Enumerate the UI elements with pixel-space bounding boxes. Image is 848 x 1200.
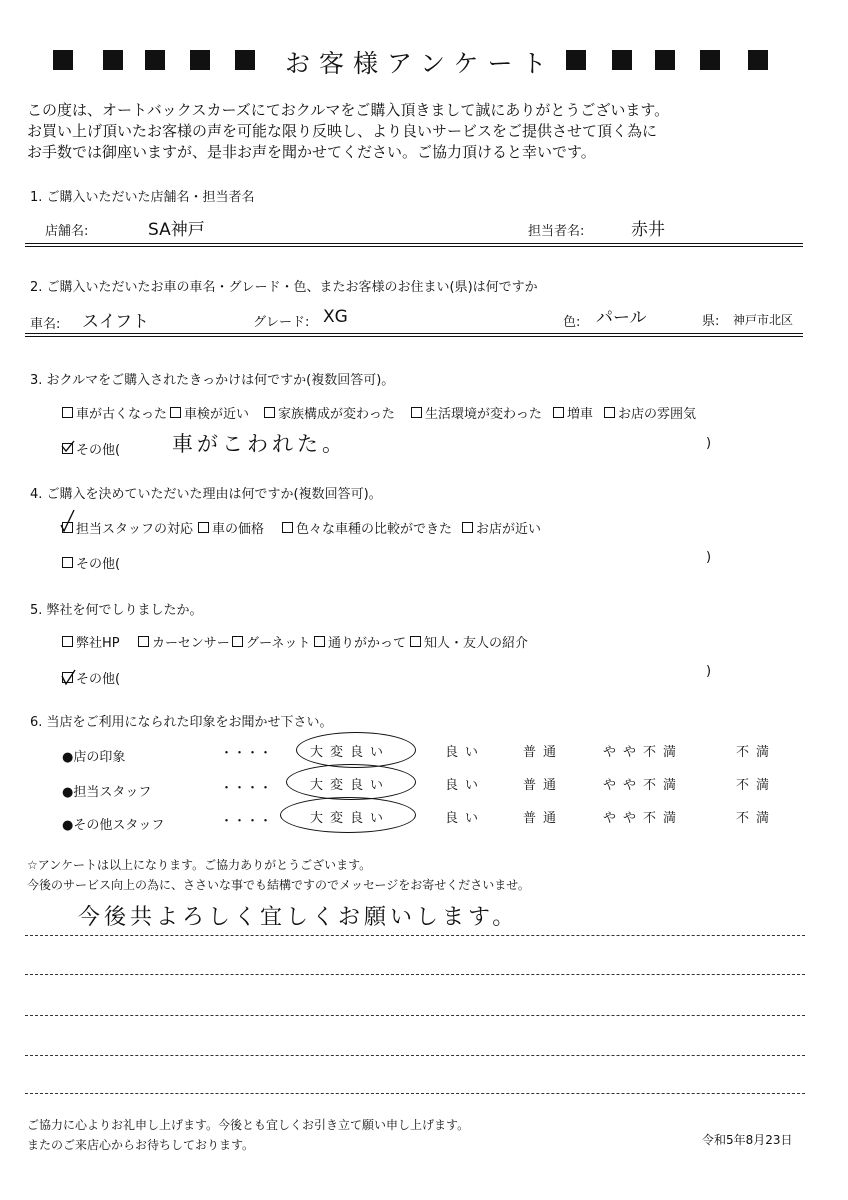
- checkbox-option[interactable]: [410, 632, 528, 651]
- question-1: 1. ご購入いただいた店舗名・担当者名: [30, 190, 255, 205]
- checkbox-option-other[interactable]: [62, 668, 120, 687]
- divider: [25, 333, 803, 334]
- square-mark: [103, 50, 123, 70]
- divider: [25, 243, 803, 244]
- selection-circle: [296, 732, 416, 768]
- checkbox[interactable]: [411, 407, 422, 418]
- pref-value: 神戸市北区: [733, 313, 794, 327]
- rating-very-good[interactable]: 大変良い: [310, 811, 391, 826]
- checkbox-option[interactable]: [264, 403, 395, 422]
- checkbox[interactable]: [170, 407, 181, 418]
- option-label: 車が古くなった: [76, 407, 168, 422]
- checkbox[interactable]: [410, 636, 421, 647]
- option-label: グーネット: [246, 636, 311, 651]
- option-label: その他(: [76, 443, 121, 458]
- impression-row-label: ●担当スタッフ: [62, 785, 152, 800]
- store-value: SA神戸: [148, 220, 205, 240]
- checkbox-option[interactable]: [62, 632, 120, 651]
- rating-very-good[interactable]: 大変良い: [310, 778, 391, 793]
- selection-circle: [280, 797, 416, 833]
- store-label: 店舗名:: [45, 224, 89, 239]
- question-6: 6. 当店をご利用になられた印象をお聞かせ下さい。: [30, 715, 333, 730]
- rating-somewhat-dissatisfied[interactable]: やや不満: [603, 745, 684, 760]
- checkbox-option[interactable]: [314, 632, 406, 651]
- message-line: [25, 1015, 805, 1016]
- rating-dissatisfied[interactable]: 不満: [736, 778, 777, 793]
- survey-date: 令和5年8月23日: [702, 1133, 793, 1147]
- checkbox-option[interactable]: [198, 518, 264, 537]
- checkbox[interactable]: [62, 557, 73, 568]
- option-label: その他(: [76, 557, 121, 572]
- option-label: 担当スタッフの対応: [76, 522, 194, 537]
- checkbox[interactable]: [314, 636, 325, 647]
- checkbox[interactable]: [462, 522, 473, 533]
- checkbox-checked[interactable]: [62, 522, 73, 533]
- rating-average[interactable]: 普通: [523, 778, 564, 793]
- rating-somewhat-dissatisfied[interactable]: やや不満: [603, 811, 684, 826]
- checkbox[interactable]: [138, 636, 149, 647]
- option-label: 生活環境が変わった: [425, 407, 542, 422]
- closing-line: 今後のサービス向上の為に、ささいな事でも結構ですのでメッセージをお寄せくださいませ。: [27, 878, 530, 892]
- color-label: 色:: [563, 315, 581, 330]
- closing-line: ☆アンケートは以上になります。ご協力ありがとうございます。: [27, 858, 372, 872]
- square-mark: [145, 50, 165, 70]
- option-label: 家族構成が変わった: [278, 407, 395, 422]
- intro-line: お買い上げ頂いたお客様の声を可能な限り反映し、より良いサービスをご提供させて頂く為に: [27, 122, 658, 140]
- checkbox[interactable]: [282, 522, 293, 533]
- rating-dissatisfied[interactable]: 不満: [736, 811, 777, 826]
- intro-line: お手数では御座いますが、是非お声を聞かせてください。ご協力頂けると幸いです。: [27, 143, 596, 161]
- square-mark: [53, 50, 73, 70]
- square-mark: [655, 50, 675, 70]
- selection-circle: [286, 764, 416, 800]
- checkbox-option[interactable]: [170, 403, 249, 422]
- checkbox[interactable]: [232, 636, 243, 647]
- grade-label: グレード:: [253, 315, 310, 330]
- option-label: 色々な車種の比較ができた: [296, 522, 453, 537]
- color-value: パール: [596, 308, 647, 328]
- message-line: [25, 1093, 805, 1094]
- checkbox-option[interactable]: [62, 518, 193, 537]
- footer-line: またのご来店心からお待ちしております。: [27, 1138, 255, 1152]
- car-label: 車名:: [30, 317, 61, 332]
- question-3: 3. おクルマをご購入されたきっかけは何ですか(複数回答可)。: [30, 373, 395, 388]
- impression-row-label: ●店の印象: [62, 750, 126, 765]
- square-mark: [190, 50, 210, 70]
- square-mark: [612, 50, 632, 70]
- intro-line: この度は、オートバックスカーズにておクルマをご購入頂きまして誠にありがとうございます。: [27, 101, 670, 119]
- dot-leader: ・・・・: [220, 814, 273, 829]
- close-paren: ): [706, 436, 712, 451]
- rating-dissatisfied[interactable]: 不満: [736, 745, 777, 760]
- staff-label: 担当者名:: [528, 224, 585, 239]
- checkbox[interactable]: [62, 636, 73, 647]
- checkbox-option[interactable]: [138, 632, 230, 651]
- message-line: [25, 974, 805, 975]
- option-label: カーセンサー: [152, 636, 230, 651]
- checkbox[interactable]: [198, 522, 209, 533]
- checkmark-icon: [60, 509, 76, 533]
- option-label: 知人・友人の紹介: [424, 636, 529, 651]
- other-handwritten-answer: 車がこわれた。: [172, 432, 347, 456]
- divider: [25, 246, 803, 247]
- message-line: [25, 1055, 805, 1056]
- checkbox-option[interactable]: [282, 518, 452, 537]
- impression-row-label: ●その他スタッフ: [62, 818, 165, 833]
- option-label: 弊社HP: [76, 636, 120, 651]
- checkbox-option[interactable]: [604, 403, 696, 422]
- checkmark-icon: [61, 669, 77, 687]
- checkbox[interactable]: [62, 407, 73, 418]
- checkbox-checked[interactable]: [62, 672, 73, 683]
- message-line: [25, 935, 805, 936]
- square-mark: [235, 50, 255, 70]
- rating-good[interactable]: 良い: [445, 778, 486, 793]
- rating-average[interactable]: 普通: [523, 745, 564, 760]
- close-paren: ): [706, 550, 712, 565]
- option-label: その他(: [76, 672, 121, 687]
- dot-leader: ・・・・: [220, 781, 273, 796]
- option-label: 通りがかって: [328, 636, 407, 651]
- rating-average[interactable]: 普通: [523, 811, 564, 826]
- staff-value: 赤井: [631, 220, 665, 240]
- rating-good[interactable]: 良い: [445, 745, 486, 760]
- rating-good[interactable]: 良い: [445, 811, 486, 826]
- checkbox-option[interactable]: [411, 403, 542, 422]
- checkbox-option-other[interactable]: [62, 553, 120, 572]
- option-label: お店が近い: [476, 522, 542, 537]
- question-2: 2. ご購入いただいたお車の車名・グレード・色、またお客様のお住まい(県)は何ですか: [30, 280, 538, 295]
- square-mark: [748, 50, 768, 70]
- question-4: 4. ご購入を決めていただいた理由は何ですか(複数回答可)。: [30, 487, 382, 502]
- square-mark: [700, 50, 720, 70]
- checkbox-checked[interactable]: [62, 443, 73, 454]
- checkbox-option[interactable]: [462, 518, 541, 537]
- divider: [25, 336, 803, 337]
- car-value: スイフト: [82, 312, 150, 332]
- option-label: 車検が近い: [184, 407, 250, 422]
- title-row: [0, 40, 848, 80]
- pref-label: 県:: [702, 314, 720, 329]
- rating-somewhat-dissatisfied[interactable]: やや不満: [603, 778, 684, 793]
- option-label: 増車: [567, 407, 594, 422]
- handwritten-message: 今後共よろしく宜しくお願いします。: [78, 905, 519, 930]
- checkbox-option[interactable]: [62, 403, 167, 422]
- checkbox-option-other[interactable]: [62, 439, 120, 458]
- rating-very-good[interactable]: 大変良い: [310, 745, 391, 760]
- grade-value: XG: [323, 307, 348, 327]
- checkbox[interactable]: [553, 407, 564, 418]
- option-label: 車の価格: [212, 522, 265, 537]
- checkbox[interactable]: [604, 407, 615, 418]
- close-paren: ): [706, 664, 712, 679]
- checkbox-option[interactable]: [232, 632, 310, 651]
- checkbox[interactable]: [264, 407, 275, 418]
- checkmark-icon: [61, 440, 75, 454]
- question-5: 5. 弊社を何でしりましたか。: [30, 603, 203, 618]
- square-mark: [566, 50, 586, 70]
- option-label: お店の雰囲気: [618, 407, 697, 422]
- survey-title: お客様アンケート: [285, 49, 556, 78]
- checkbox-option[interactable]: [553, 403, 593, 422]
- footer-line: ご協力に心よりお礼申し上げます。今後とも宜しくお引き立て願い申し上げます。: [27, 1118, 470, 1132]
- dot-leader: ・・・・: [220, 746, 273, 761]
